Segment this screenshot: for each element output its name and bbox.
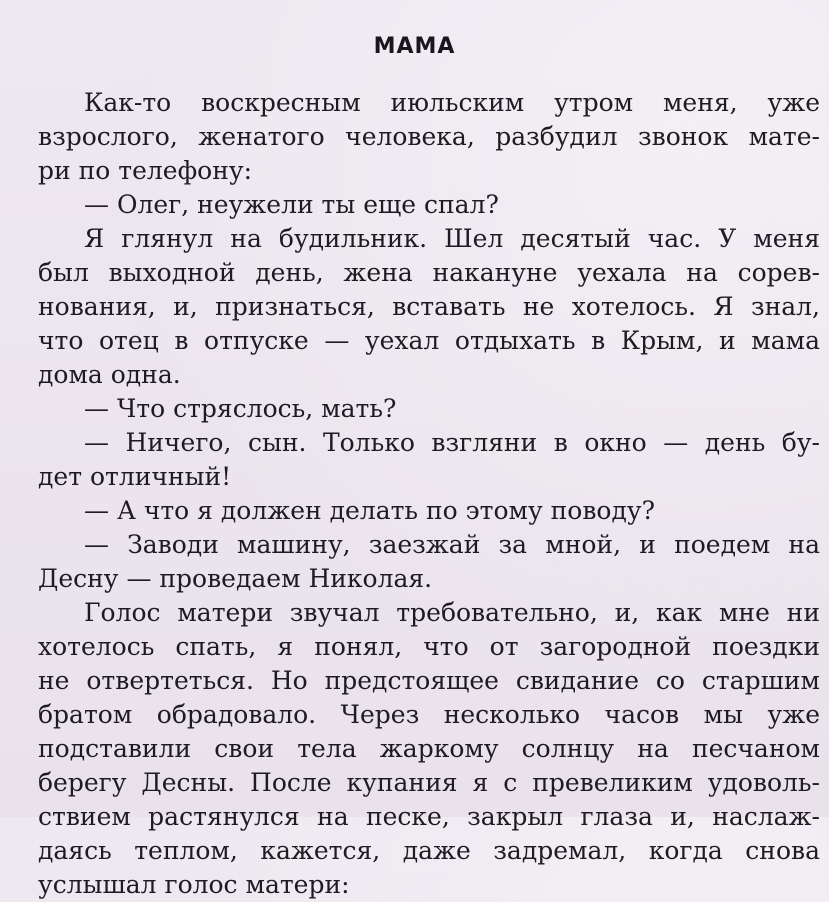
text-line: даясь теплом, кажется, даже задремал, когда снова bbox=[38, 836, 820, 865]
text-line: дет отличный! bbox=[38, 462, 232, 491]
text-line: Я глянул на будильник. Шел десятый час. У меня bbox=[84, 224, 820, 253]
text-line: — Ничего, сын. Только взгляни в окно — день бу- bbox=[84, 428, 820, 457]
text-line: — А что я должен делать по этому поводу? bbox=[84, 496, 655, 525]
text-line: — Олег, неужели ты еще спал? bbox=[84, 190, 499, 219]
text-line: берегу Десны. После купания я с превеликим удоволь- bbox=[38, 768, 820, 797]
text-line: нования, и, признаться, вставать не хотелось. Я знал, bbox=[38, 292, 820, 321]
chapter-title: МАМА bbox=[373, 34, 456, 59]
text-line: услышал голос матери: bbox=[38, 870, 350, 899]
text-line: хотелось спать, я понял, что от загородной поездки bbox=[38, 632, 820, 661]
text-line: ри по телефону: bbox=[38, 156, 252, 185]
text-line: был выходной день, жена накануне уехала на сорев- bbox=[38, 258, 820, 287]
text-line: дома одна. bbox=[38, 360, 181, 389]
text-line: ствием растянулся на песке, закрыл глаза и, наслаж- bbox=[38, 802, 820, 831]
text-line: Голос матери звучал требовательно, и, как мне ни bbox=[84, 598, 820, 627]
text-line: что отец в отпуске — уехал отдыхать в Крым, и мама bbox=[38, 326, 820, 355]
text-line: Десну — проведаем Николая. bbox=[38, 564, 433, 593]
text-line: не отвертеться. Но предстоящее свидание со старшим bbox=[38, 666, 820, 695]
text-line: — Что стряслось, мать? bbox=[84, 394, 397, 423]
text-line: — Заводи машину, заезжай за мной, и поедем на bbox=[84, 530, 820, 559]
text-line: подставили свои тела жаркому солнцу на песчаном bbox=[38, 734, 820, 763]
text-line: Как-то воскресным июльским утром меня, уже bbox=[84, 88, 820, 117]
text-line: взрослого, женатого человека, разбудил звонок мате- bbox=[38, 122, 820, 151]
body-text bbox=[38, 86, 820, 902]
text-line: братом обрадовало. Через несколько часов мы уже bbox=[38, 700, 820, 729]
